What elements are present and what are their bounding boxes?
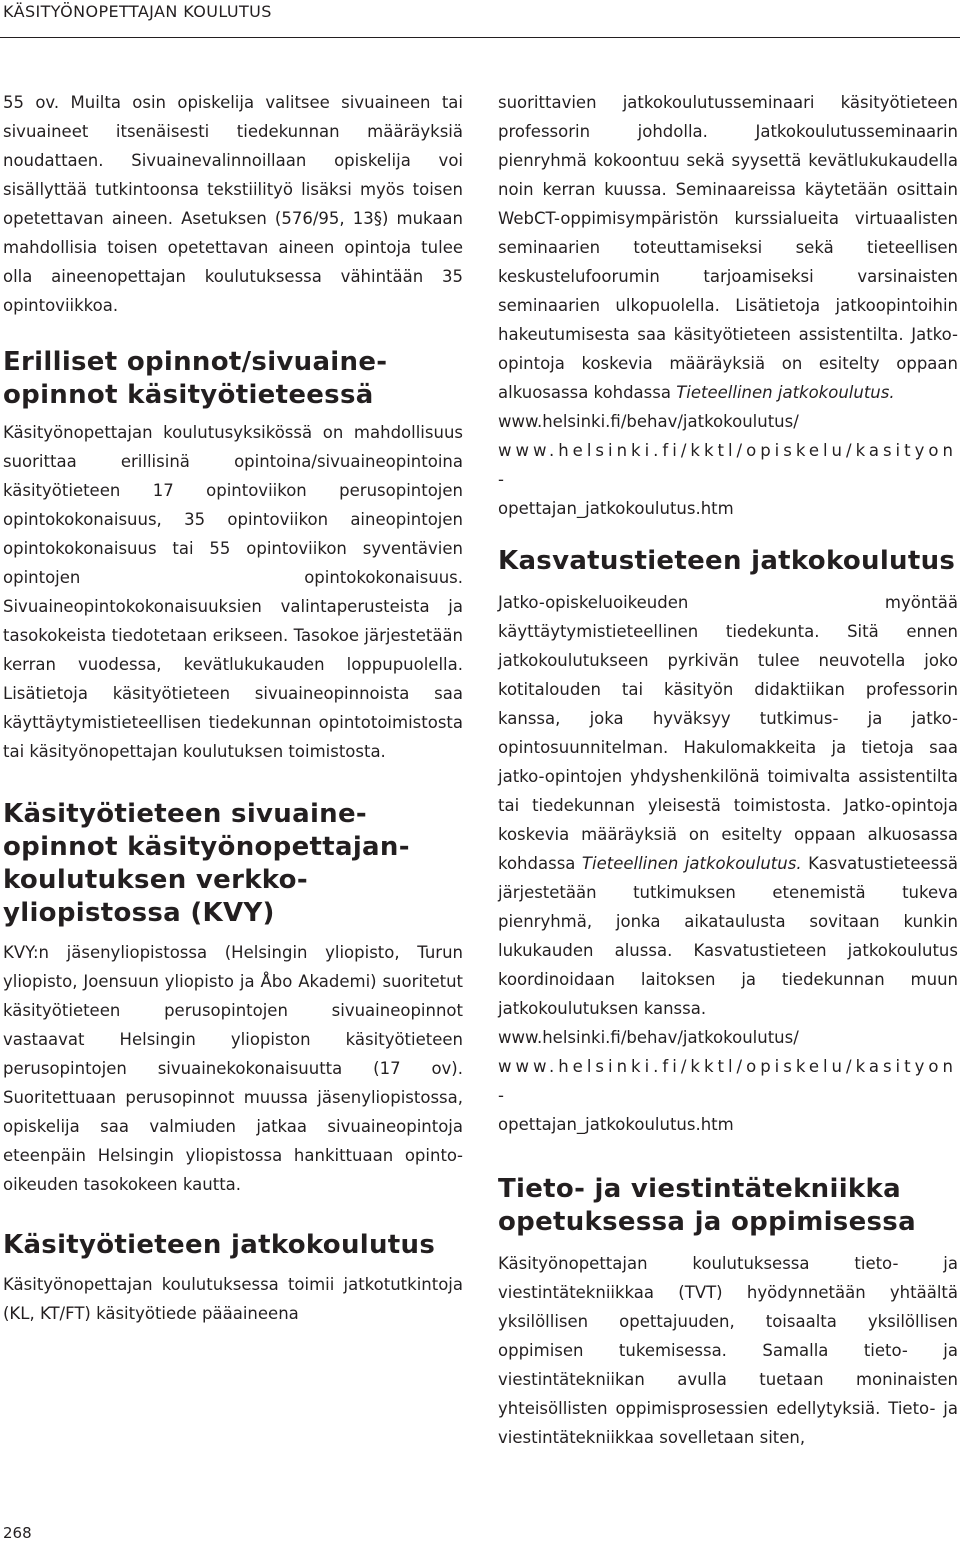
continued-url-2[interactable] — [498, 436, 958, 523]
heading-erilliset-opinnot: Erilliset opinnot/sivuaineopinnot käsityötieteessä — [3, 347, 388, 410]
heading-kasvatustieteen-jatkokoulutus: Kasvatustieteen jatkokoulutus — [498, 546, 956, 576]
kasvatustieteen-italic-ref: Tieteellinen jatkokoulutus. — [581, 854, 802, 873]
tvt-body: Käsityönopettajan koulutuksessa tieto- ja viestintätekniikkaa (TVT) hyödynnetään yhtäältä yksilöllisen opettajuuden, toisaalta yksilöllisen oppimisen tukemisessa. Samalla tieto- ja viestintätekniikan avulla tuetaan moninaisten yhteisöllisten oppimisprosessien edellytyksiä. Tieto- ja viestintätekniikkaa sovelletaan siten, — [498, 1254, 958, 1447]
continued-url-2-spaced[interactable]: www.helsinki.fi/kktl/opiskelu/kasityon- — [498, 441, 957, 489]
kasvatustieteen-url-2-rest[interactable]: opettajan_jatkokoulutus.htm — [498, 1115, 734, 1134]
heading-kvy: Käsityötieteen sivuaineopinnot käsityönopettajankoulutuksen verkkoyliopistossa (KVY) — [3, 799, 410, 928]
continued-url-1[interactable]: www.helsinki.fi/behav/jatkokoulutus/ — [498, 412, 799, 431]
kvy-body: KVY:n jäsenyliopistossa (Helsingin yliopisto, Turun yliopisto, Joensuun yliopisto ja Åbo Akademi) suoritetut käsityötieteen perusopintojen sivuaineopinnot vastaavat Helsingin yliopiston käsityötieteen perusopintojen sivuainekokonaisuutta (17 ov). Suoritettuaan perusopinnot muussa jäsenyliopistossa, opiskelija saa valmiuden jatkaa sivuaineopintoja eteenpäin Helsingin yliopistossa hankittuaan opintooikeuden tasokokeen kautta. — [3, 943, 463, 1194]
kasvatustieteen-body — [498, 588, 958, 1023]
kasvatustieteen-url-2[interactable] — [498, 1052, 958, 1139]
page-number: 268 — [3, 1524, 32, 1542]
left-column — [3, 88, 463, 1328]
erilliset-opinnot-body: Käsityönopettajan koulutusyksikössä on mahdollisuus suorittaa erillisinä opintoina/sivuaineopintoina käsityötieteen 17 opintoviikon perusopintojen opintokokonaisuus, 35 opintoviikon aineopintojen opintokokonaisuus tai 55 opintoviikon syventävien opintojen opintokokonaisuus. Sivuaineopintokokonaisuuksien valintaperusteista ja tasokokeista tiedotetaan erikseen. Tasokoe järjestetään kerran vuodessa, kevätlukukauden loppupuolella. Lisätietoja käsityötieteen sivuaineopinnoista saa käyttäytymistieteellisen tiedekunnan opintotoimistosta tai käsityönopettajan koulutuksen toimistosta. — [3, 423, 463, 761]
kasvatustieteen-url-2-spaced[interactable]: www.helsinki.fi/kktl/opiskelu/kasityon- — [498, 1057, 957, 1105]
kasvatustieteen-url-1[interactable]: www.helsinki.fi/behav/jatkokoulutus/ — [498, 1028, 799, 1047]
heading-tieto-ja-viestintatekniikka: Tieto- ja viestintätekniikka opetuksessa ja oppimisessa — [498, 1174, 916, 1237]
heading-kasityotieteen-jatkokoulutus: Käsityötieteen jatkokoulutus — [3, 1230, 436, 1260]
continued-paragraph — [498, 88, 958, 407]
kasvatustieteen-text: Jatko-opiskeluoikeuden myöntää käyttäytymistieteellinen tiedekunta. Sitä ennen jatkokoulutukseen pyrkivän tulee neuvotella joko kotitalouden tai käsityön didaktiikan professorin kanssa, joka hyväksyy tutkimus- ja jatko-opintosuunnitelman. Hakulomakkeita ja tietoja saa jatko-opintojen yhdyshenkilönä toimivalta assistentilta tai tiedekunnan yleisestä toimistosta. Jatko-opintoja koskevia määräyksiä on esitelty oppaan alkuosassa kohdassa — [498, 593, 958, 873]
header-rule — [0, 37, 960, 38]
continued-italic-ref: Tieteellinen jatkokoulutus. — [676, 383, 895, 402]
continued-url-2-rest[interactable]: opettajan_jatkokoulutus.htm — [498, 499, 734, 518]
continued-text: suorittavien jatkokoulutusseminaari käsityötieteen professorin johdolla. Jatkokoulutusseminaarin pienryhmä kokoontuu sekä syysettä kevätlukukaudella noin kerran kuussa. Seminaareissa käytetään osittain WebCT-oppimisympäristön kurssialueita virtuaalisten seminaarien toteuttamiseksi sekä tieteellisen keskustelufoorumin tarjoamiseksi varsinaisten seminaarien ulkopuolella. Lisätietoja jatkoopintoihin hakeutumisesta saa käsityötieteen assistentilta. Jatko-opintoja koskevia määräyksiä on esitelty oppaan alkuosassa kohdassa — [498, 93, 958, 402]
intro-paragraph: 55 ov. Muilta osin opiskelija valitsee sivuaineen tai sivuaineet itsenäisesti tiedekunnan määräyksiä noudattaen. Sivuainevalinnoillaan opiskelija voi sisällyttää tutkintoonsa tekstiilityö lisäksi myös toisen opetettavan aineen. Asetuksen (576/95, 13§) mukaan mahdollisia toisen opetettavan aineen opintoja tulee olla aineenopettajan koulutuksessa vähintään 35 opintoviikkoa. — [3, 93, 463, 315]
running-title: KÄSITYÖNOPETTAJAN KOULUTUS — [3, 2, 272, 21]
kasvatustieteen-text-after: Kasvatustieteessä järjestetään tutkimuksen etenemistä tukeva pienryhmä, jonka aikataulusta sovitaan kunkin lukukauden alussa. Kasvatustieteen jatkokoulutus koordinoidaan laitoksen ja tiedekunnan muun jatkokoulutuksen kanssa. — [498, 854, 959, 1018]
right-column — [498, 88, 958, 1452]
kasityotieteen-jatkokoulutus-body: Käsityönopettajan koulutuksessa toimii jatkotutkintoja (KL, KT/FT) käsityötiede pääaineena — [3, 1275, 463, 1323]
